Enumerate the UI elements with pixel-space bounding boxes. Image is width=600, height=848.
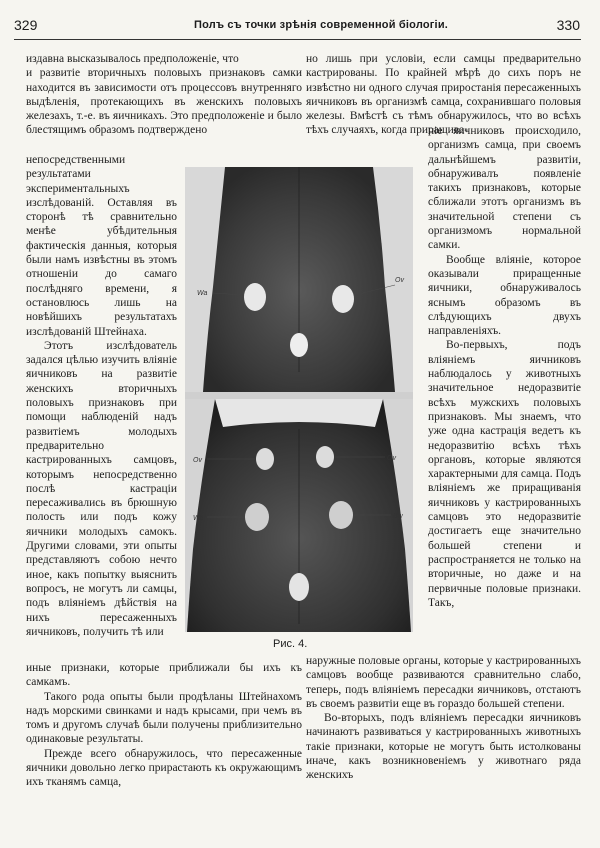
right-bottom-para-1: наружные половые органы, которые у кастрированныхъ самцовъ вообще развиваются сравнительно слабо, теперь, подъ вліяніемъ пересадки яичниковъ, отстаютъ въ своемъ развитіи еще въ гораздо большей степени. bbox=[306, 655, 581, 710]
left-bottom-para-2: Такого рода опыты были продѣланы Штейнахомъ надъ морскими свинками и надъ крысами, при чемъ въ томъ и другомъ случаѣ были получены приблизительно одинаковые результаты. bbox=[26, 690, 302, 746]
left-top-line-1: издавна высказывалось предположеніе, что bbox=[26, 53, 239, 65]
left-column-narrow bbox=[26, 153, 177, 639]
left-bottom-para-1: иные признаки, которые приближали бы ихъ къ самкамъ. bbox=[26, 662, 302, 689]
guinea-pig-bottom-image bbox=[185, 399, 413, 632]
figure-label-bottom-right: Bw bbox=[393, 513, 403, 520]
page-number-left: 329 bbox=[14, 17, 38, 33]
left-column-bottom bbox=[26, 661, 302, 790]
right-column-bottom bbox=[306, 654, 581, 783]
figure-panel-bottom bbox=[185, 399, 413, 632]
header-rule bbox=[14, 39, 581, 40]
left-column-top bbox=[26, 52, 302, 138]
right-narrow-para-3: Во-первыхъ, подъ вліяніемъ яичниковъ наблюдалось у животныхъ значительное недоразвитіе всѣхъ мужскихъ половыхъ признаковъ. Мы знаемъ, что уже одна кастрація ведетъ къ недоразвитію всѣхъ тѣхъ органовъ, которые являются характерными для самца. Подъ вліяніемъ же приращиванія яичниковъ у кастрированныхъ самцовъ это недоразвитіе достигаетъ еще значительно большей степени и распространяется не только на вторичные, но даже и на первичные половые признаки. Такъ, bbox=[428, 339, 581, 609]
figure-label-top-left: Wa bbox=[197, 290, 208, 297]
figure-photograph bbox=[185, 167, 413, 632]
page-header bbox=[14, 17, 580, 37]
left-bottom-para-3: Прежде всего обнаружилось, что пересаженные яичники довольно легко прирастають къ окружающимъ ихъ тканямъ самца, bbox=[26, 747, 302, 789]
right-column-narrow bbox=[428, 124, 581, 610]
figure-caption: Рис. 4. bbox=[273, 638, 308, 650]
right-narrow-para-1: ніе яичниковъ происходило, организмъ самца, при своемъ дальнѣйшемъ развитіи, обнаруживалъ появленіе такихъ признаковъ, которые сближали этотъ организмъ въ значительной степени съ организмомъ нормальной самки. bbox=[428, 125, 581, 252]
figure-label-mid-left: Ov bbox=[193, 457, 202, 464]
right-narrow-para-2: Вообще вліяніе, которое оказывали приращенные яичники, обнаруживалось яснымъ образомъ въ слѣдующихъ двухъ направленіяхъ. bbox=[428, 253, 581, 338]
right-bottom-para-2: Во-вторыхъ, подъ вліяніемъ пересадки яичниковъ начинаютъ развиваться у кастрированныхъ животныхъ такіе признаки, которые не могутъ быть истолкованы иначе, какъ возникновеніемъ у животнаго ряда женскихъ bbox=[306, 712, 581, 782]
guinea-pig-top-image bbox=[185, 167, 413, 392]
figure-label-bottom-left: Wa bbox=[193, 515, 204, 522]
page-number-right: 330 bbox=[556, 17, 580, 33]
running-title: Полъ съ точки зрѣнія современной біологіи. bbox=[194, 19, 449, 31]
figure-label-top-right: Ov bbox=[395, 277, 404, 284]
left-paragraph-steinach: Этотъ изслѣдователь задался цѣлью изучить вліяніе яичниковъ на развитіе женскихъ вторичныхъ половыхъ признаковъ при помощи наблюденій надъ развитіемъ молодыхъ предварительно кастрированныхъ самцовъ, которымъ непосредственно послѣ кастраціи пересаживались въ брюшную полость или подъ кожу яичники молодыхъ самокъ. Другими словами, эти опыты представляютъ собою нечто иное, какъ попытку выяснить вопросъ, не могутъ ли самцы, подъ вліяніемъ дѣйствія на нихъ пересаженныхъ яичниковъ, получить тѣ или bbox=[26, 339, 177, 638]
right-top-text: но лишь при условіи, если самцы предварительно кастрированы. По крайней мѣрѣ до сихъ поръ не извѣстно ни одного случая приростанія пересаженныхъ яичниковъ въ организмѣ самца, сохранившаго половыя железы. Вмѣстѣ съ тѣмъ обнаружилось, что во всѣхъ тѣхъ случаяхъ, когда приращива- bbox=[306, 53, 581, 137]
left-paragraph-continuation: непосредственными результатами экспериментальныхъ изслѣдованій. Оставляя въ сторонѣ тѣ сравнительно менѣе убѣдительныя фактическія данныя, которыя были намъ извѣстны въ этомъ отношеніи до самаго послѣдняго времени, я остановлюсь лишь на новѣйшихъ результатахъ изслѣдованій Штейнаха. bbox=[26, 154, 177, 338]
figure-label-mid-right: Ov bbox=[387, 455, 396, 462]
figure-panel-top bbox=[185, 167, 413, 392]
left-top-line-2: и развитіе вторичныхъ половыхъ признаковъ самки находится въ зависимости отъ процессовъ внутренняго выдѣленія, протекающихъ въ женскихъ половыхъ железахъ, т.-е. въ яичникахъ. Это предположеніе и было блестящимъ образомъ подтверждено bbox=[26, 67, 302, 137]
